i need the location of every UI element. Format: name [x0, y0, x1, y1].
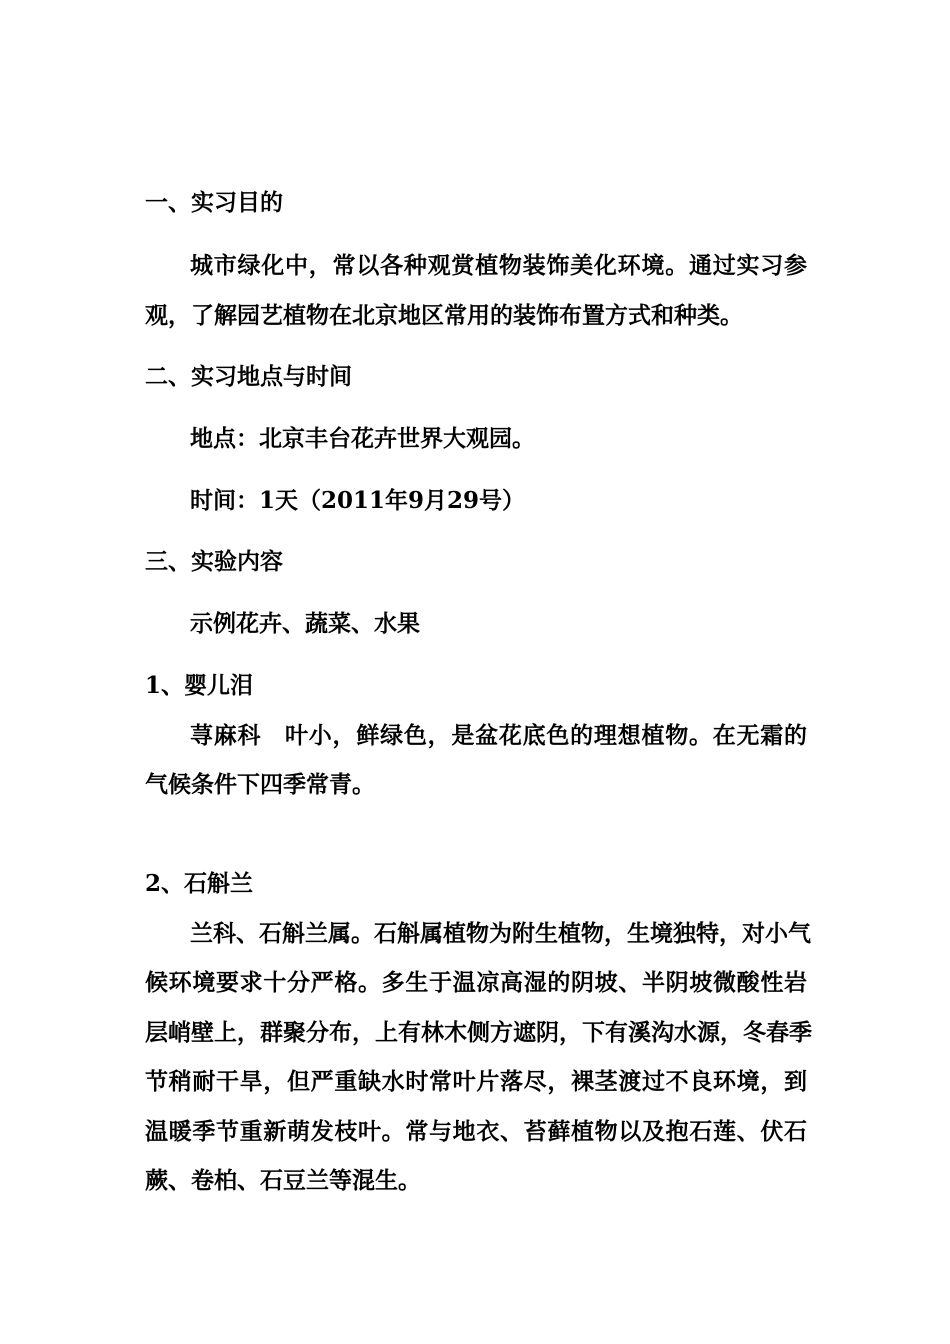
section-heading-content: 三、实验内容: [145, 548, 283, 575]
item-heading-baby-tears: 1、婴儿泪: [145, 672, 254, 699]
location-text: 地点：北京丰台花卉世界大观园。: [190, 425, 535, 452]
section-heading-location-time: 二、实习地点与时间: [145, 363, 352, 390]
item-heading-dendrobium: 2、石斛兰: [145, 870, 254, 897]
baby-tears-line-2: 气候条件下四季常青。: [145, 771, 375, 798]
baby-tears-line-1: 荨麻科 叶小，鲜绿色，是盆花底色的理想植物。在无霜的: [190, 722, 807, 749]
purpose-paragraph-line-2: 观，了解园艺植物在北京地区常用的装饰布置方式和种类。: [145, 302, 743, 329]
section-heading-purpose: 一、实习目的: [145, 189, 283, 216]
dendrobium-line-5: 温暖季节重新萌发枝叶。常与地衣、苔藓植物以及抱石莲、伏石: [145, 1118, 807, 1145]
dendrobium-line-2: 候环境要求十分严格。多生于温凉高湿的阴坡、半阴坡微酸性岩: [145, 969, 807, 996]
purpose-paragraph-line-1: 城市绿化中，常以各种观赏植物装饰美化环境。通过实习参: [190, 252, 807, 279]
dendrobium-line-3: 层峭壁上，群聚分布，上有林木侧方遮阴，下有溪沟水源，冬春季: [145, 1019, 812, 1046]
dendrobium-line-6: 蕨、卷柏、石豆兰等混生。: [145, 1167, 421, 1194]
content-subtitle: 示例花卉、蔬菜、水果: [190, 610, 420, 637]
time-text: 时间：1天（2011年9月29号）: [190, 487, 526, 514]
dendrobium-line-1: 兰科、石斛兰属。石斛属植物为附生植物，生境独特，对小气: [190, 920, 811, 947]
dendrobium-line-4: 节稍耐干旱，但严重缺水时常叶片落尽，裸茎渡过不良环境，到: [145, 1068, 807, 1095]
